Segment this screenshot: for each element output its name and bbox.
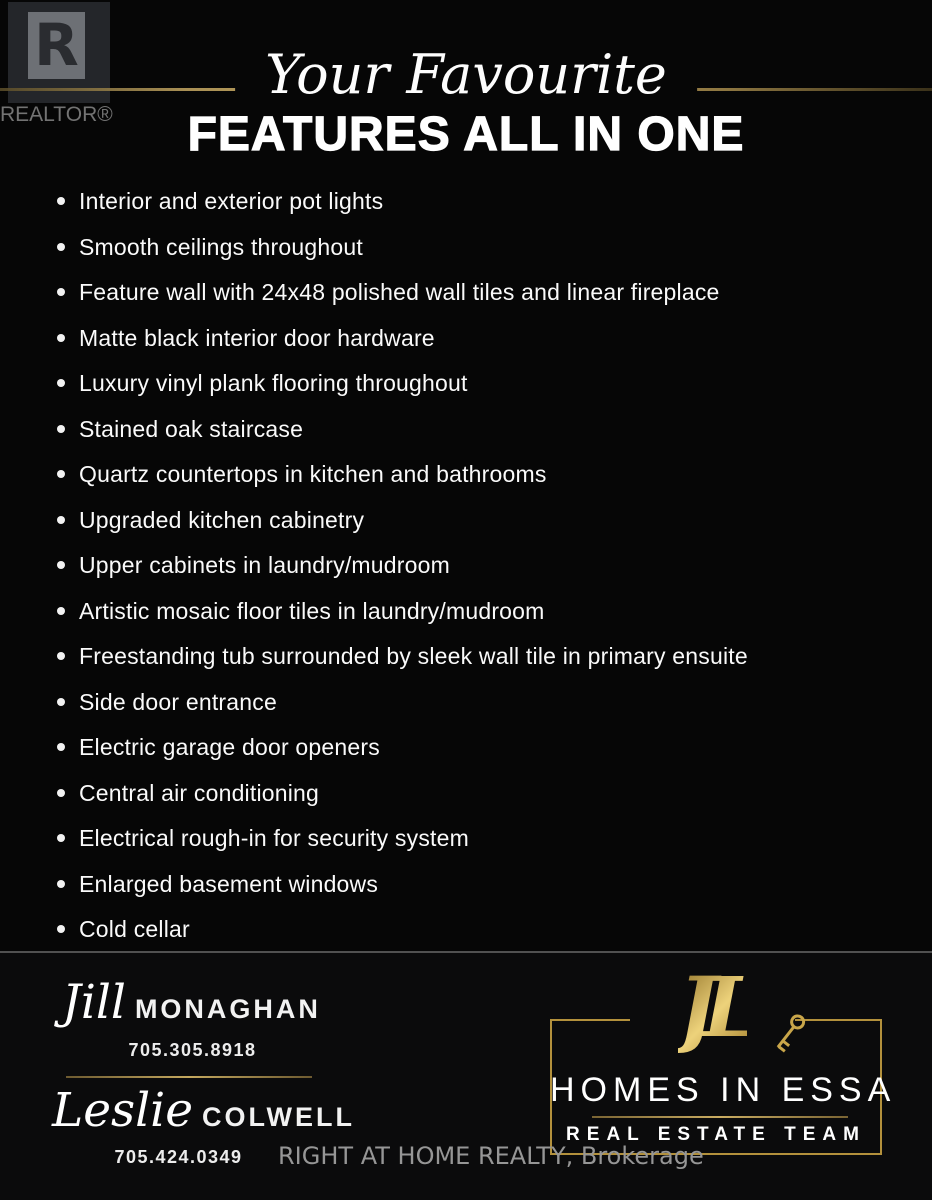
feature-item: Quartz countertops in kitchen and bathrooms xyxy=(57,462,914,486)
team-monogram xyxy=(630,957,795,1067)
team-subtitle: REAL ESTATE TEAM xyxy=(566,1124,866,1145)
agent-leslie xyxy=(52,1083,355,1138)
feature-item: Central air conditioning xyxy=(57,781,914,805)
team-logo-divider xyxy=(592,1116,848,1118)
agent-jill-last-name: MONAGHAN xyxy=(134,994,321,1024)
agent-jill xyxy=(62,975,321,1030)
team-name: HOMES IN ESSA xyxy=(550,1071,897,1109)
feature-item: Upgraded kitchen cabinetry xyxy=(57,508,914,532)
realtor-r-letter: R xyxy=(34,11,79,79)
feature-item: Interior and exterior pot lights xyxy=(57,189,914,213)
feature-item: Feature wall with 24x48 polished wall tiles and linear fireplace xyxy=(57,280,914,304)
feature-item: Upper cabinets in laundry/mudroom xyxy=(57,553,914,577)
page-title: FEATURES ALL IN ONE xyxy=(187,108,745,161)
footer xyxy=(0,951,932,1200)
agent-jill-first-name: Jill xyxy=(62,975,126,1030)
feature-item: Smooth ceilings throughout xyxy=(57,235,914,259)
brokerage-text: RIGHT AT HOME REALTY, Brokerage xyxy=(278,1142,704,1170)
feature-item: Stained oak staircase xyxy=(57,417,914,441)
team-monogram-letters: JL xyxy=(678,960,747,1056)
feature-item: Artistic mosaic floor tiles in laundry/mudroom xyxy=(57,599,914,623)
feature-item: Cold cellar xyxy=(57,917,914,941)
feature-item: Matte black interior door hardware xyxy=(57,326,914,350)
feature-item: Freestanding tub surrounded by sleek wall tile in primary ensuite xyxy=(57,644,914,668)
agent-leslie-first-name: Leslie xyxy=(52,1083,194,1138)
realtor-r-box xyxy=(28,12,85,79)
feature-item: Electric garage door openers xyxy=(57,735,914,759)
realtor-label: REALTOR® xyxy=(0,103,113,126)
feature-item: Electrical rough-in for security system xyxy=(57,826,914,850)
agent-leslie-last-name: COLWELL xyxy=(202,1102,356,1132)
agent-jill-phone: 705.305.8918 xyxy=(128,1040,257,1060)
feature-item: Luxury vinyl plank flooring throughout xyxy=(57,371,914,395)
feature-item: Side door entrance xyxy=(57,690,914,714)
agents-divider xyxy=(66,1076,312,1078)
features-list xyxy=(57,189,914,963)
agent-leslie-phone: 705.424.0349 xyxy=(114,1147,243,1167)
feature-item: Enlarged basement windows xyxy=(57,872,914,896)
script-title: Your Favourite xyxy=(235,40,697,110)
